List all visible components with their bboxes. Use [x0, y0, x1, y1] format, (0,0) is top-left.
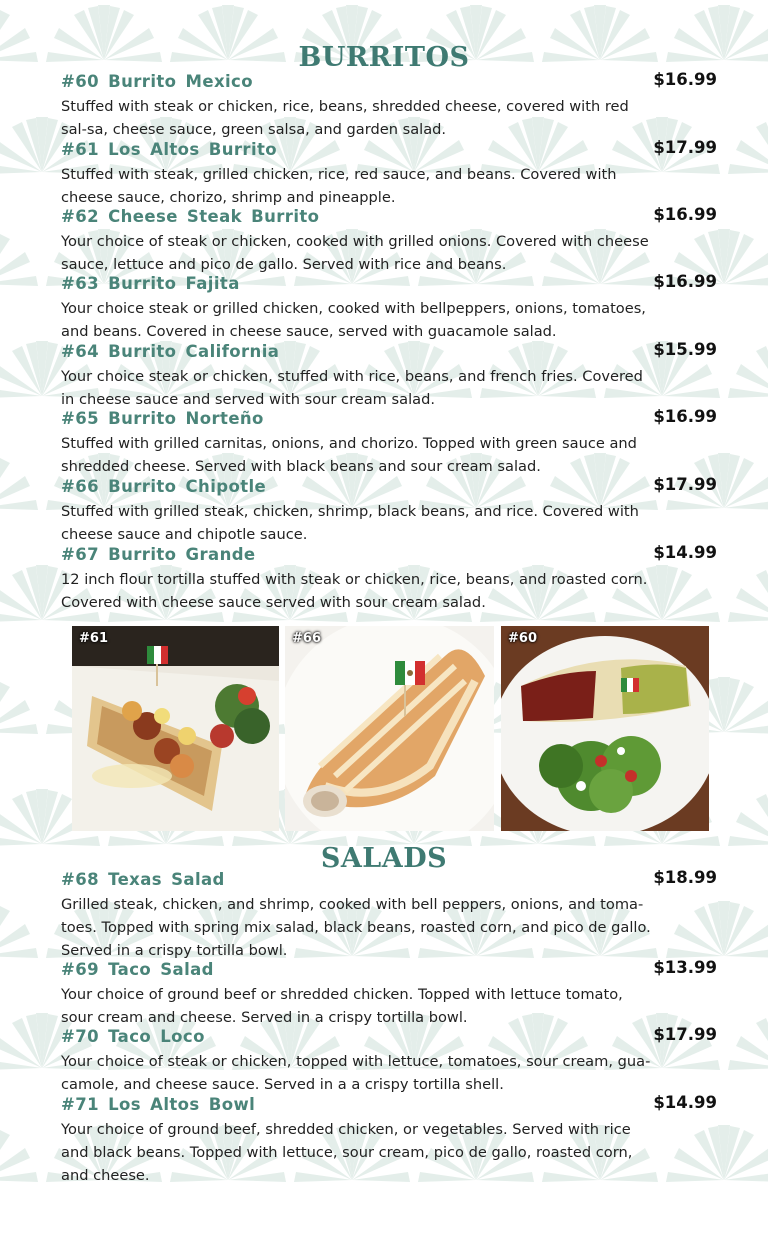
- menu-item-name: #65 Burrito Norteño: [61, 409, 264, 428]
- menu-item: [61, 409, 721, 478]
- menu-item-price: $18.99: [653, 868, 717, 887]
- menu-item: [61, 960, 721, 1029]
- menu-item-header: [61, 477, 721, 499]
- menu-item-header: [61, 140, 721, 162]
- photo-tag: #66: [292, 631, 321, 646]
- menu-item-description: Your choice of ground beef or shredded chicken. Topped with lettuce tomato, sour cream and cheese. Served in a crispy tortilla bowl.: [61, 986, 623, 1026]
- menu-item: [61, 140, 721, 209]
- menu-item-price: $16.99: [653, 70, 717, 89]
- menu-item-header: [61, 274, 721, 296]
- menu-item-header: [61, 72, 721, 94]
- menu-item-header: [61, 960, 721, 982]
- menu-item-header: [61, 207, 721, 229]
- menu-item-name: #62 Cheese Steak Burrito: [61, 207, 320, 226]
- menu-item-description: Stuffed with grilled steak, chicken, shrimp, black beans, and rice. Covered with cheese sauce and chipotle sauce.: [61, 503, 639, 543]
- menu-item-description: Your choice of ground beef, shredded chicken, or vegetables. Served with rice and black beans. Topped with lettuce, sour cream, pico de gallo, roasted corn, and cheese.: [61, 1121, 633, 1184]
- menu-item: [61, 545, 721, 614]
- menu-item: [61, 477, 721, 546]
- menu-item-name: #64 Burrito California: [61, 342, 280, 361]
- menu-item-header: [61, 1027, 721, 1049]
- menu-item-description: Stuffed with grilled carnitas, onions, and chorizo. Topped with green sauce and shredded cheese. Served with black beans and sour cream salad.: [61, 435, 637, 475]
- menu-item: [61, 72, 721, 141]
- menu-item: [61, 274, 721, 343]
- menu-item-price: $14.99: [653, 1093, 717, 1112]
- menu-item-price: $16.99: [653, 205, 717, 224]
- menu-item-price: $16.99: [653, 272, 717, 291]
- menu-item-price: $16.99: [653, 407, 717, 426]
- menu-item-description: Grilled steak, chicken, and shrimp, cooked with bell peppers, onions, and toma-toes. Topped with spring mix salad, black beans, roasted corn, and pico de gallo. Served in a crispy tortilla bowl.: [61, 896, 651, 959]
- menu-item-name: #60 Burrito Mexico: [61, 72, 253, 91]
- menu-item-header: [61, 870, 721, 892]
- menu-item-header: [61, 545, 721, 567]
- menu-item: [61, 342, 721, 411]
- photo-burrito-61: [72, 626, 279, 831]
- menu-item-name: #70 Taco Loco: [61, 1027, 205, 1046]
- menu-item-name: #69 Taco Salad: [61, 960, 214, 979]
- photo-strip: [72, 626, 709, 831]
- menu-item-name: #67 Burrito Grande: [61, 545, 256, 564]
- menu-item-description: Your choice steak or chicken, stuffed with rice, beans, and french fries. Covered in cheese sauce and served with sour cream salad.: [61, 368, 643, 408]
- menu-item: [61, 207, 721, 276]
- menu-item-description: Your choice of steak or chicken, cooked with grilled onions. Covered with cheese sauce, lettuce and pico de gallo. Served with rice and beans.: [61, 233, 649, 273]
- menu-item-price: $15.99: [653, 340, 717, 359]
- menu-item-description: Your choice steak or grilled chicken, cooked with bellpeppers, onions, tomatoes, and beans. Covered in cheese sauce, served with guacamole salad.: [61, 300, 646, 340]
- salads-heading: SALADS: [320, 843, 448, 874]
- menu-item-name: #66 Burrito Chipotle: [61, 477, 267, 496]
- menu-item-description: 12 inch flour tortilla stuffed with steak or chicken, rice, beans, and roasted corn. Covered with cheese sauce served with sour cream salad.: [61, 571, 648, 611]
- menu-item-description: Stuffed with steak or chicken, rice, beans, shredded cheese, covered with red sal-sa, cheese sauce, green salsa, and garden salad.: [61, 98, 629, 138]
- menu-item-description: Your choice of steak or chicken, topped with lettuce, tomatoes, sour cream, gua-camole, and cheese sauce. Served in a a crispy tortilla shell.: [61, 1053, 651, 1093]
- photo-tag: #61: [79, 631, 108, 646]
- menu-item: [61, 1095, 721, 1187]
- menu-item: [61, 870, 721, 962]
- photo-burrito-60: [501, 626, 709, 831]
- menu-item-name: #68 Texas Salad: [61, 870, 225, 889]
- menu-item-price: $13.99: [653, 958, 717, 977]
- menu-item-price: $17.99: [653, 475, 717, 494]
- menu-item-name: #61 Los Altos Burrito: [61, 140, 278, 159]
- menu-item-price: $17.99: [653, 138, 717, 157]
- menu-item-header: [61, 409, 721, 431]
- menu-item-name: #63 Burrito Fajita: [61, 274, 240, 293]
- menu-item-name: #71 Los Altos Bowl: [61, 1095, 256, 1114]
- photo-burrito-66: [285, 626, 494, 831]
- photo-tag: #60: [508, 631, 537, 646]
- menu-item-price: $14.99: [653, 543, 717, 562]
- menu-item-header: [61, 342, 721, 364]
- menu-item-header: [61, 1095, 721, 1117]
- menu-item: [61, 1027, 721, 1096]
- menu-item-description: Stuffed with steak, grilled chicken, rice, red sauce, and beans. Covered with cheese sauce, chorizo, shrimp and pineapple.: [61, 166, 617, 206]
- menu-item-price: $17.99: [653, 1025, 717, 1044]
- burritos-heading: BURRITOS: [298, 42, 470, 73]
